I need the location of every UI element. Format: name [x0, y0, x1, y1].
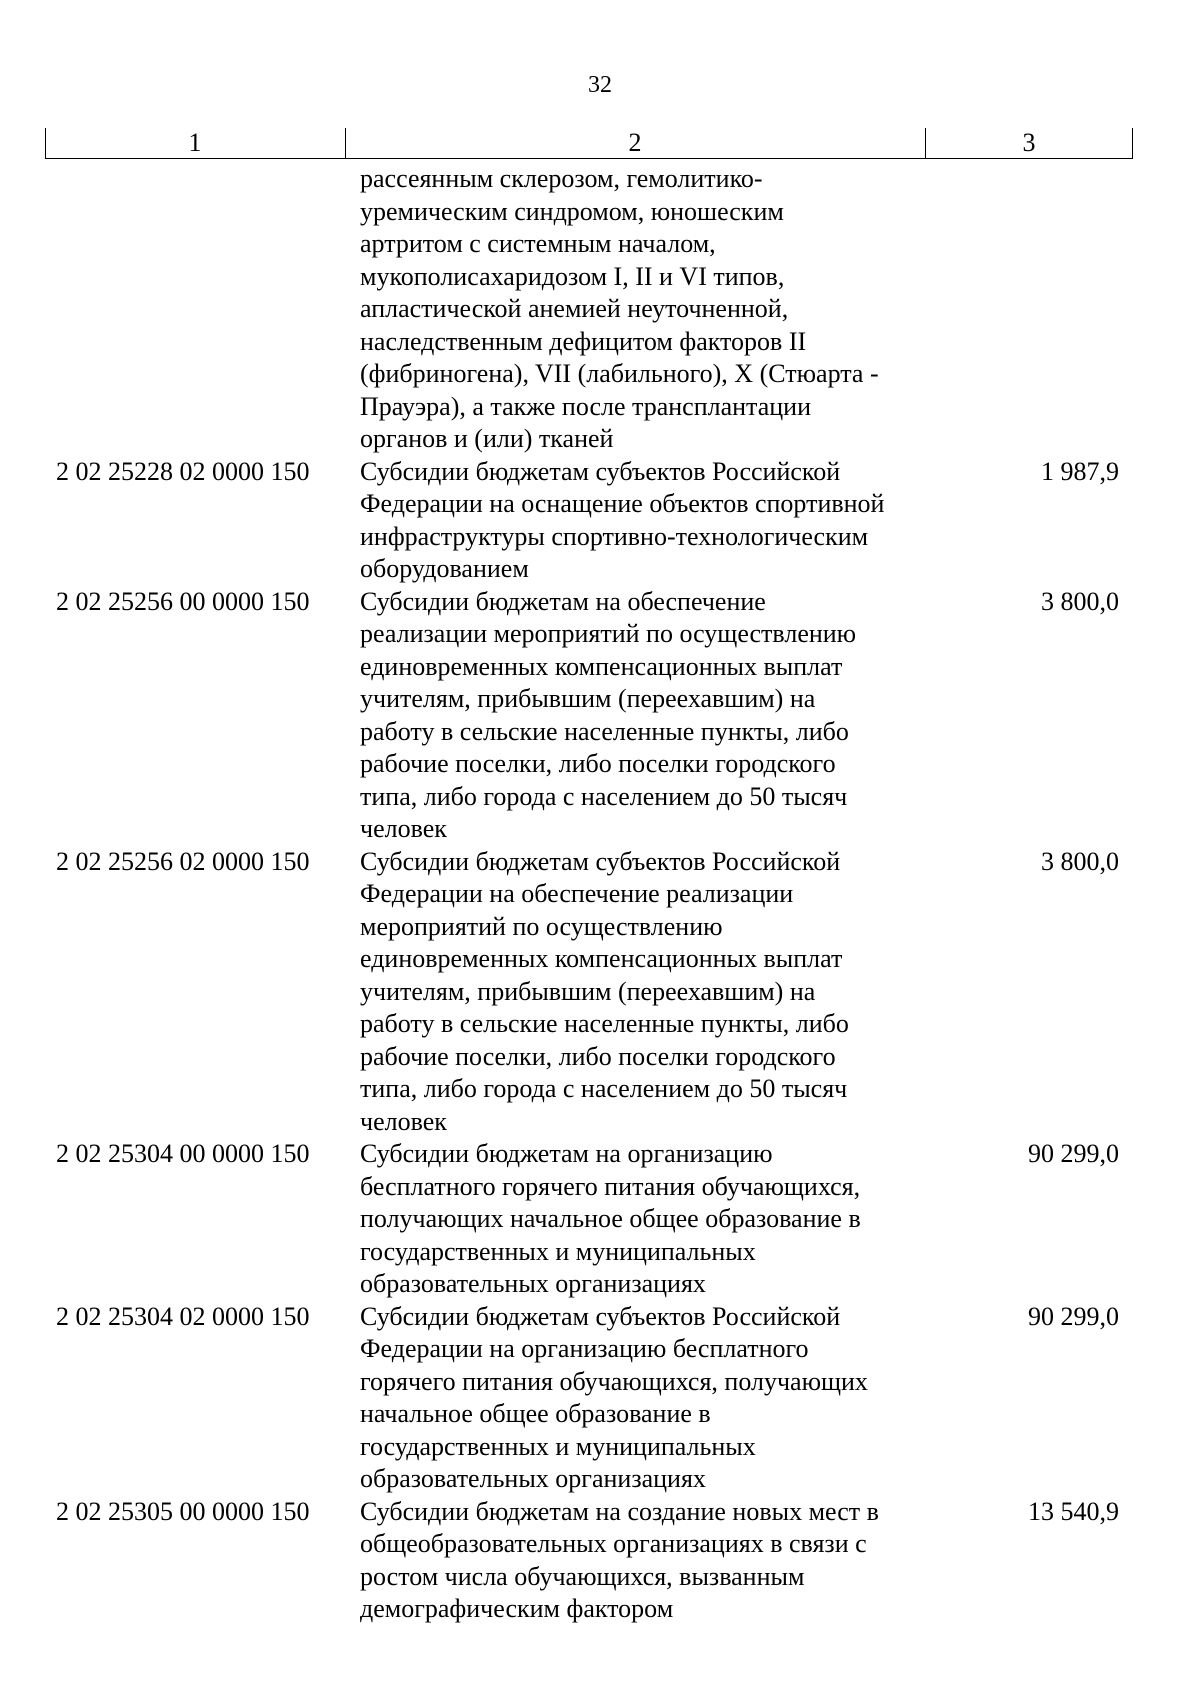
row-description: Субсидии бюджетам субъектов Российской Федерации на оснащение объектов спортивной инфраструктуры спортивно-технологическим оборудованием: [360, 456, 885, 583]
row-description: Субсидии бюджетам субъектов Российской Федерации на организацию бесплатного горячего питания обучающихся, получающих начальное общее образование в государственных и муниципальных образовательных организациях: [360, 1301, 868, 1493]
row-amount: 90 299,0: [1028, 1301, 1119, 1331]
header-cell-3: 3: [1022, 128, 1036, 157]
row-amount: 1 987,9: [1041, 456, 1119, 486]
table-row: [45, 163, 1133, 456]
row-description: Субсидии бюджетам на обеспечение реализации мероприятий по осуществлению единовременных компенсационных выплат учителям, прибывшим (переехавшим) на работу в сельские населенные пункты, либо рабочие поселки, либо поселки городского типа, либо города с населением до 50 тысяч человек: [360, 586, 857, 843]
table-row: [45, 1301, 1133, 1496]
row-amount: 13 540,9: [1028, 1496, 1119, 1526]
row-amount: 3 800,0: [1041, 586, 1119, 616]
table-row: [45, 1496, 1133, 1626]
table-row: [45, 846, 1133, 1139]
row-description: Субсидии бюджетам субъектов Российской Федерации на обеспечение реализации мероприятий по осуществлению единовременных компенсационных выплат учителям, прибывшим (переехавшим) на работу в сельские населенные пункты, либо рабочие поселки, либо поселки городского типа, либо города с населением до 50 тысяч человек: [360, 846, 849, 1136]
column-divider: [1132, 128, 1133, 158]
table-row: [45, 456, 1133, 586]
header-cell-2: 2: [628, 128, 642, 157]
row-code: 2 02 25304 00 0000 150: [56, 1139, 310, 1168]
table-row: [45, 586, 1133, 846]
row-code: 2 02 25305 00 0000 150: [56, 1496, 310, 1526]
page-number: 32: [588, 72, 612, 98]
row-code: 2 02 25228 02 0000 150: [56, 456, 310, 486]
row-code: 2 02 25256 02 0000 150: [56, 846, 310, 876]
row-amount: 3 800,0: [1041, 846, 1119, 876]
row-amount: 90 299,0: [1028, 1139, 1119, 1168]
row-description: Субсидии бюджетам на организацию бесплатного горячего питания обучающихся, получающих начальное общее образование в государственных и муниципальных образовательных организациях: [360, 1139, 861, 1298]
row-description: рассеянным склерозом, гемолитико- уремическим синдромом, юношеским артритом с системным началом, мукополисахаридозом I, II и VI типов, апластической анемией неуточненной, наследственным дефицитом факторов II (фибриногена), VII (лабильного), X (Стюарта - Прауэра), а также после трансплантации органов и (или) тканей: [360, 164, 879, 453]
row-code: 2 02 25256 00 0000 150: [56, 586, 310, 616]
row-description: Субсидии бюджетам на создание новых мест в общеобразовательных организациях в связи с ростом числа обучающихся, вызванным демографическим фактором: [360, 1496, 879, 1623]
table-body: [45, 163, 1133, 1626]
header-cell-1: 1: [188, 128, 202, 157]
table-header: [45, 128, 1133, 159]
table-row: [45, 1138, 1133, 1301]
row-code: 2 02 25304 02 0000 150: [56, 1301, 310, 1331]
